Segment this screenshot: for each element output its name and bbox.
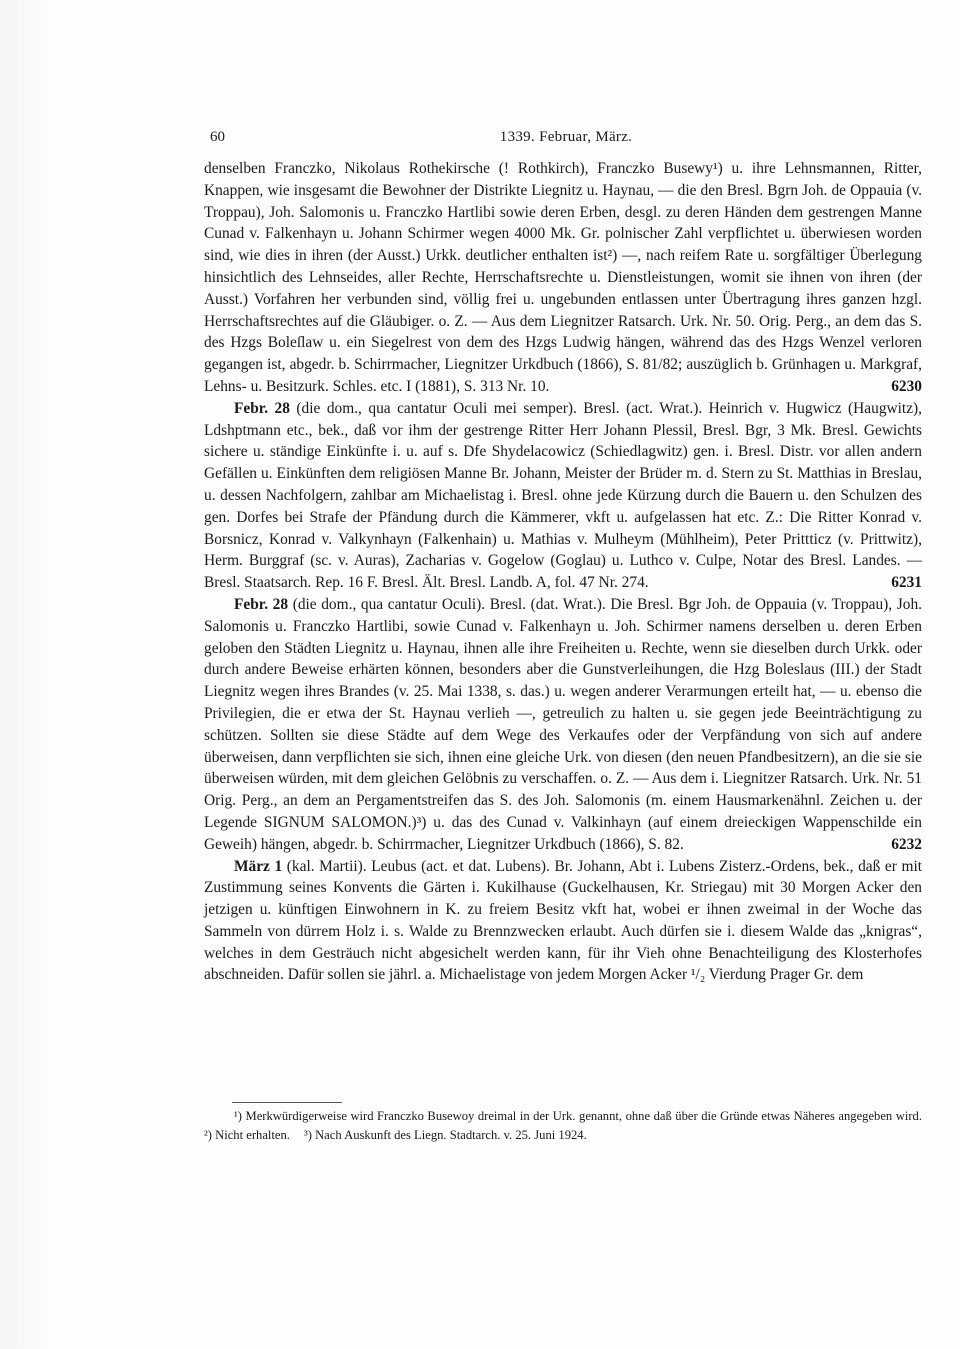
footnotes xyxy=(204,1107,922,1144)
entry-text: (kal. Martii). Leubus (act. et dat. Lubens). Br. Johann, Abt i. Lubens Zisterz.-Ordens, bek., daß er mit Zustimmung seines Konvents die Gärten i. Kukilhause (Guckelhausen, Kr. Striegau) mit 30 Morgen Acker den jetzigen u. künftigen Einwohnern in K. zu freiem Besitz vkft hat, wobei er ihnen zweimal in der Woche das Sammeln von dürrem Holz i. s. Walde zu Brennzwecken erlaubt. Auch dürfen sie i. diesem Walde das „knigras“, welches in dem Gesträuch nicht abgesichelt werden kann, für ihr Vieh ohne Benachteiligung des Klosterhofes abschneiden. Dafür sollen sie jährl. a. Michaelistage von jedem Morgen Acker ¹/₂ Vierdung Prager Gr. dem xyxy=(204,857,922,984)
entry-text: (die dom., qua cantatur Oculi). Bresl. (dat. Wrat.). Die Bresl. Bgr Joh. de Oppauia (v. Troppau), Joh. Salomonis u. Franczko Hartlibi, sowie Cunad v. Falkenhayn u. Joh. Schirmer namens derselben u. deren Erben geloben den Städten Liegnitz u. Haynau, ihnen alle ihre Freiheiten u. Rechte, wenn sie dieselben durch Urkk. oder durch andere Beweise erhärten können, besonders aber die Gunstverleihungen, die Hzg Boleslaus (III.) der Stadt Liegnitz wegen ihres Brandes (v. 25. Mai 1338, s. das.) u. wegen anderer Verarmungen erteilt hat, — u. ebenso die Privilegien, die er etwa der St. Haynau verlieh —, getreulich zu halten u. sie gegen jede Beeinträchtigung zu schützen. Sollten sie diese Städte auf dem Wege des Verkaufes oder der Verpfändung von sich auf andere überweisen, dann verpflichten sie sich, ihnen eine gleiche Urk. von diesen (den neuen Pfandbesitzern), an die sie sie überweisen würden, mit dem gleichen Gelöbnis zu verschaffen. o. Z. — Aus dem i. Liegnitzer Ratsarch. Urk. Nr. 51 Orig. Perg., an dem an Pergamentstreifen das S. des Joh. Salomonis (m. einem Hausmarkenähnl. Zeichen u. der Legende SIGNUM SALOMON.)³) u. das des Cunad v. Valkinhayn (auf einem dreieckigen Wappenschilde ein Geweih) hängen, abgedr. b. Schirrmacher, Liegnitzer Urkdbuch (1866), S. 82. xyxy=(204,595,922,853)
entry-date: Febr. 28 xyxy=(234,399,290,417)
entry-number: 6230 xyxy=(891,377,922,395)
entry-number: 6232 xyxy=(891,835,922,853)
page-header xyxy=(210,126,922,148)
continuation-text: denselben Franczko, Nikolaus Rothekirsche (! Rothkirch), Franczko Busewy¹) u. ihre Lehnsmannen, Ritter, Knappen, wie insgesamt die Bewohner der Distrikte Liegnitz u. Haynau, — die den Bresl. Bgrn Joh. de Oppauia (v. Troppau), Joh. Salomonis u. Franczko Hartlibi sowie deren Erben, desgl. zu deren Händen dem gestrengen Manne Cunad v. Falkenhayn u. Johann Schirmer wegen 4000 Mk. Gr. polnischer Zahl verpflichtet u. überwiesen worden sind, wie dies in ihren (der Ausst.) Urkk. deutlicher enthalten ist²) —, nach reifem Rate u. sorgfältiger Überlegung hinsichtlich des Lehnseides, aller Rechte, Herrschaftsrechte u. Dienstleistungen, womit sie ihnen von ihren (der Ausst.) Vorfahren her verbunden sind, völlig frei u. ungebunden entlassen unter Übertragung ihres ganzen hzgl. Herrschaftsrechtes auf die Gläubiger. o. Z. — Aus dem Liegnitzer Ratsarch. Urk. Nr. 50. Orig. Perg., an dem das S. des Hzgs Boleſlaw u. ein Siegelrest von dem des Hzgs Ludwig hängen, während das des Hzgs Wenzel verloren gegangen ist, abgedr. b. Schirrmacher, Liegnitzer Urkdbuch (1866), S. 81/82; auszüglich b. Grünhagen u. Markgraf, Lehns- u. Besitzurk. Schles. etc. I (1881), S. 313 Nr. 10. xyxy=(204,160,922,395)
running-head: 1339. Februar, März. xyxy=(499,129,633,145)
entry-date: März 1 xyxy=(234,857,283,875)
page-number: 60 xyxy=(210,129,225,145)
entry-number: 6231 xyxy=(891,574,922,592)
entry-date: Febr. 28 xyxy=(234,595,289,613)
entry-paragraph xyxy=(204,856,922,987)
entry-text: (die dom., qua cantatur Oculi mei semper). Bresl. (act. Wrat.). Heinrich v. Hugwicz (Haugwitz), Ldshptmann etc., bek., daß vor ihm der gestrenge Ritter Herr Johann Plessil, Bresl. Bgr, 3 Mk. Bresl. Gewichts sichere u. ständige Einkünfte i. u. auf s. Dfe Shydelacowicz (Schiedlagwitz) gen. i. Bresl. Distr. vor allen andern Gefällen u. Einkünften dem religiösen Manne Br. Johann, Meister der Brüder m. d. Stern zu St. Matthias in Breslau, u. dessen Nachfolgern, zahlbar am Michaelistag i. Bresl. ohne jede Kürzung durch die Bauern u. den Schulzen des gen. Dorfes bei Strafe der Pfändung durch die Kämmerer, vkft u. aufgelassen hat etc. Z.: Die Ritter Konrad v. Borsnicz, Konrad v. Valkynhayn (Falkenhain) u. Mathias v. Mulheym (Mühlheim), Peter Prittticz (v. Prittwitz), Herm. Burggraf (sc. v. Auras), Zacharias v. Gogelow (Goglau) u. Luthco v. Culpe, Notar des Bresl. Landes. — Bresl. Staatsarch. Rep. 16 F. Bresl. Ält. Bresl. Landb. A, fol. 47 Nr. 274. xyxy=(204,399,922,592)
footnote-line xyxy=(204,1107,922,1144)
footnote-1: ¹) Merkwürdigerweise wird Franczko Busewoy dreimal in der Urk. genannt, ohne daß über die Gründe etwas Näheres angegeben wird. xyxy=(234,1109,922,1123)
entry-paragraph xyxy=(204,594,922,856)
main-text xyxy=(204,158,922,986)
footnote-2: ²) Nicht erhalten. xyxy=(204,1127,290,1142)
entry-paragraph xyxy=(204,398,922,594)
footnote-divider xyxy=(232,1102,342,1103)
scan-shadow xyxy=(0,0,48,1349)
footnote-3: ³) Nach Auskunft des Liegn. Stadtarch. v. 25. Juni 1924. xyxy=(303,1127,587,1142)
continuation-paragraph xyxy=(204,158,922,398)
